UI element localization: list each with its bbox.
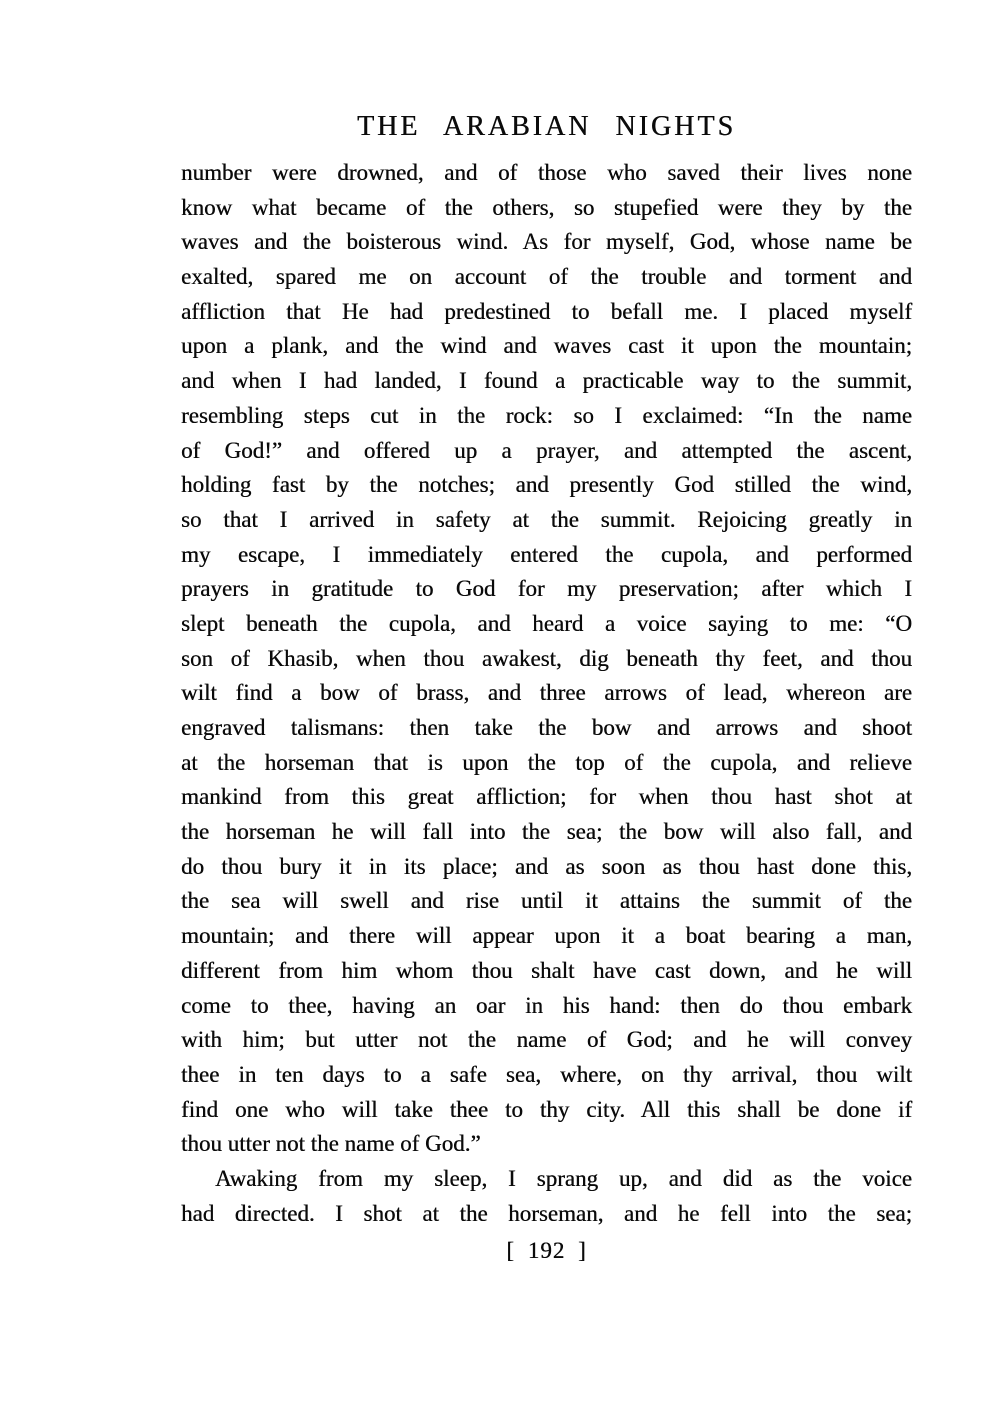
body-line: the sea will swell and rise until it attains the summit of the (181, 888, 912, 914)
body-line: engraved talismans: then take the bow and arrows and shoot (181, 715, 912, 740)
body-line: come to thee, having an oar in his hand: then do thou embark (181, 992, 912, 1018)
body-line: with him; but utter not the name of God; and he will convey (181, 1027, 912, 1053)
body-line: find one who will take thee to thy city. All this shall be done if (181, 1096, 912, 1122)
body-line: wilt find a bow of brass, and three arrows of lead, whereon are (181, 680, 912, 706)
body-text (181, 156, 912, 1231)
body-line: exalted, spared me on account of the trouble and torment and (181, 264, 912, 290)
body-line: thou utter not the name of God.” (181, 1131, 481, 1157)
body-line: so that I arrived in safety at the summit. Rejoicing greatly in (181, 506, 912, 532)
body-line: different from him whom thou shalt have cast down, and he will (181, 957, 912, 983)
body-line: affliction that He had predestined to befall me. I placed myself (181, 298, 912, 324)
body-line: mankind from this great affliction; for when thou hast shot at (181, 784, 912, 810)
body-line: son of Khasib, when thou awakest, dig beneath thy feet, and thou (181, 645, 912, 671)
body-line: mountain; and there will appear upon it a boat bearing a man, (181, 923, 912, 949)
body-line: slept beneath the cupola, and heard a voice saying to me: “O (181, 610, 912, 636)
body-line: holding fast by the notches; and presently God stilled the wind, (181, 472, 912, 498)
body-line: waves and the boisterous wind. As for myself, God, whose name be (181, 229, 912, 255)
body-line: the horseman he will fall into the sea; the bow will also fall, and (181, 819, 912, 845)
body-line: at the horseman that is upon the top of the cupola, and relieve (181, 749, 912, 775)
body-line: of God!” and offered up a prayer, and attempted the ascent, (181, 437, 912, 463)
body-line: upon a plank, and the wind and waves cast it upon the mountain; (181, 333, 912, 359)
body-line: resembling steps cut in the rock: so I exclaimed: “In the name (181, 402, 912, 428)
body-line: my escape, I immediately entered the cupola, and performed (181, 541, 912, 567)
body-line: and when I had landed, I found a practicable way to the summit, (181, 368, 912, 394)
body-line: number were drowned, and of those who saved their lives none (181, 160, 912, 185)
body-line: Awaking from my sleep, I sprang up, and did as the voice (215, 1165, 912, 1191)
page-number: [ 192 ] (506, 1238, 587, 1263)
body-line: do thou bury it in its place; and as soon as thou hast done this, (181, 853, 912, 879)
body-line: prayers in gratitude to God for my preservation; after which I (181, 576, 912, 602)
page-title: THE ARABIAN NIGHTS (356, 111, 737, 142)
body-line: had directed. I shot at the horseman, and he fell into the sea; (181, 1200, 912, 1226)
body-line: thee in ten days to a safe sea, where, on thy arrival, thou wilt (181, 1061, 912, 1087)
body-line: know what became of the others, so stupefied were they by the (181, 194, 912, 220)
